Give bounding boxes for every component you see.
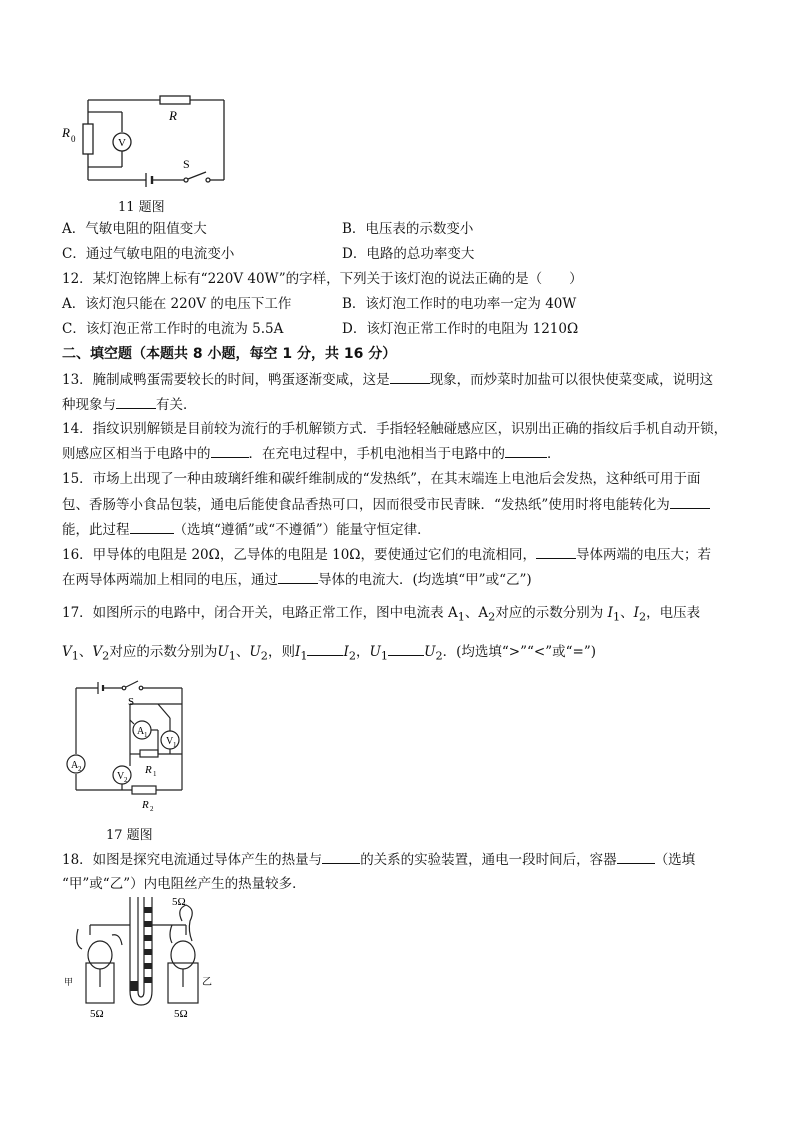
q12-option-d: D．该灯泡正常工作时的电阻为 1210Ω	[342, 321, 579, 337]
fig17-ammeter2-sub: 2	[78, 765, 82, 773]
q15-text-3: （选填“遵循”或“不遵循”）能量守恒定律．	[173, 522, 431, 538]
q17-v1: V	[62, 644, 72, 660]
q17-line-2	[62, 642, 596, 666]
resistor-r0-label: R	[62, 125, 70, 140]
q18-blank-1	[322, 850, 360, 864]
q15-blank-2	[130, 520, 174, 534]
q17-comma-1: 、	[620, 605, 634, 621]
q14-line-1: 14．指纹识别解锁是目前较为流行的手机解锁方式．手指轻轻触碰感应区，识别出正确的指纹后手机自动开锁，	[62, 421, 728, 437]
q13-line-1	[62, 370, 713, 389]
fig18-top-resistor-label: 5Ω	[172, 896, 186, 908]
q17-text-4: ，电压表	[646, 605, 701, 621]
q13-blank-2	[116, 395, 156, 409]
q17-text-7: ．(均选填“>”“<”或“=”)	[442, 644, 597, 660]
resistor-r0-sub: 0	[71, 134, 76, 144]
fig17-voltmeter1-sub: 1	[173, 741, 177, 749]
q17-sub-u1: 1	[228, 649, 236, 663]
q17-text-5: 对应的示数分别为	[109, 644, 218, 660]
q17-blank-1	[307, 642, 343, 656]
q12-option-b: B．该灯泡工作时的电功率一定为 40W	[342, 296, 577, 312]
q17-i2: I	[633, 605, 639, 621]
q17-comma-4: ，	[356, 644, 370, 660]
q17-sub-a2: 2	[488, 610, 496, 624]
heat-experiment-diagram-18	[60, 895, 220, 1020]
q14-text-3: ．	[547, 446, 561, 462]
fig17-voltmeter2-sub: 2	[124, 776, 128, 784]
q17-text-1: 17．如图所示的电路中，闭合开关，电路正常工作，图中电流表 A	[62, 605, 458, 621]
q17-text-6: ，则	[267, 644, 295, 660]
q14-blank-2	[505, 444, 547, 458]
fig17-ammeter1-sub: 1	[144, 731, 148, 739]
fig17-r1-label: R	[145, 764, 152, 776]
q18-text-3: （选填	[654, 852, 696, 868]
fig17-r2-sub: 2	[150, 805, 154, 813]
fig18-left-resistor-label: 5Ω	[90, 1008, 104, 1020]
q17-u1: U	[217, 644, 229, 660]
q13-text-4: 有关．	[156, 397, 197, 413]
fig17-voltmeter1-label: V	[166, 736, 174, 747]
q11-option-b: B．电压表的示数变小	[342, 221, 474, 237]
q13-text-3: 种现象与	[62, 397, 116, 413]
q15-line-2	[62, 495, 710, 514]
q13-text-1: 13．腌制咸鸭蛋需要较长的时间，鸭蛋逐渐变咸，这是	[62, 372, 390, 388]
q15-text-1: 包、香肠等小食品包装，通电后能使食品香热可口，因而很受市民青睐．“发热纸”使用时将电能转化为	[62, 497, 670, 513]
q13-blank-1	[390, 370, 430, 384]
q17-text-2: 、A	[464, 605, 489, 621]
q18-blank-2	[617, 850, 655, 864]
q16-blank-2	[278, 570, 318, 584]
q14-text-2: ．在充电过程中，手机电池相当于电路中的	[248, 446, 505, 462]
q17-sub-i4: 2	[348, 649, 356, 663]
q16-text-2: 导体两端的电压大；若	[576, 547, 712, 563]
q17-text-3: 对应的示数分别为	[495, 605, 604, 621]
q11-option-c: C．通过气敏电阻的电流变小	[62, 246, 235, 262]
fig17-r1-sub: 1	[153, 770, 157, 778]
q17-u4: U	[424, 644, 436, 660]
q16-line-1	[62, 545, 711, 564]
section-2-title: 二、填空题（本题共 8 小题，每空 1 分，共 16 分）	[62, 346, 397, 362]
q15-line-1: 15．市场上出现了一种由玻璃纤维和碳纤维制成的“发热纸”，在其末端连上电池后会发热，这种纸可用于面	[62, 471, 701, 487]
q11-option-d: D．电路的总功率变大	[342, 246, 475, 262]
fig18-right-name: 乙	[202, 977, 212, 988]
fig17-voltmeter2-label: V	[117, 771, 125, 782]
q15-text-2: 能，此过程	[62, 522, 130, 538]
q17-u2: U	[249, 644, 261, 660]
q16-blank-1	[536, 545, 576, 559]
q15-line-3	[62, 520, 431, 539]
q17-v2: V	[92, 644, 103, 660]
q17-sub-v2: 2	[102, 649, 110, 663]
q17-i4: I	[343, 644, 349, 660]
q14-line-2	[62, 444, 561, 463]
q18-text-2: 的关系的实验装置，通电一段时间后，容器	[360, 852, 617, 868]
q12-stem: 12．某灯泡铭牌上标有“220V 40W”的字样，下列关于该灯泡的说法正确的是（ ）	[62, 271, 583, 287]
fig17-switch-label: S	[128, 696, 135, 708]
q17-sub-u2: 2	[260, 649, 268, 663]
q17-comma-2: 、	[78, 644, 93, 660]
q17-sub-u3: 1	[380, 649, 389, 663]
q18-line-2: “甲”或“乙”）内电阻丝产生的热量较多．	[62, 876, 306, 892]
q18-text-1: 18．如图是探究电流通过导体产生的热量与	[62, 852, 323, 868]
q15-blank-1	[670, 495, 710, 509]
q17-sub-i3: 1	[300, 649, 308, 663]
fig17-r2-label: R	[142, 799, 149, 811]
q17-i3: I	[294, 644, 301, 660]
q11-option-a: A．气敏电阻的阻值变大	[62, 221, 207, 237]
q16-text-1: 16．甲导体的电阻是 20Ω，乙导体的电阻是 10Ω，要使通过它们的电流相同，	[62, 547, 537, 563]
fig17-ammeter2-label: A	[71, 760, 79, 771]
resistor-r-label: R	[169, 108, 177, 123]
circuit-diagram-11	[60, 92, 240, 190]
q16-text-4: 导体的电流大．(均选填“甲”或“乙”)	[318, 572, 532, 588]
q17-sub-v1: 1	[71, 649, 79, 663]
q17-sub-a1: 1	[457, 610, 465, 624]
q17-sub-i1: 1	[612, 610, 621, 624]
q17-sub-u4: 2	[435, 649, 443, 663]
q16-line-2	[62, 570, 532, 589]
q14-blank-1	[211, 444, 249, 458]
q13-line-2	[62, 395, 197, 414]
q17-line-1	[62, 604, 700, 627]
voltmeter-label: V	[118, 137, 126, 149]
q17-comma-3: 、	[235, 644, 250, 660]
q17-blank-2	[388, 642, 424, 656]
fig17-ammeter1-label: A	[137, 726, 145, 737]
circuit-diagram-17	[62, 680, 192, 820]
q17-i1: I	[607, 605, 613, 621]
fig18-right-resistor-label: 5Ω	[174, 1008, 188, 1020]
figure-11-caption: 11 题图	[118, 200, 165, 215]
q12-option-c: C．该灯泡正常工作时的电流为 5.5A	[62, 321, 284, 337]
q16-text-3: 在两导体两端加上相同的电压，通过	[62, 572, 278, 588]
switch-label: S	[183, 157, 190, 171]
figure-17-caption: 17 题图	[106, 828, 153, 843]
q12-option-a: A．该灯泡只能在 220V 的电压下工作	[62, 296, 292, 312]
fig18-left-name: 甲	[64, 977, 74, 987]
q14-text-1: 则感应区相当于电路中的	[62, 446, 211, 462]
q18-line-1	[62, 850, 695, 869]
q17-u3: U	[369, 644, 381, 660]
q17-sub-i2: 2	[638, 610, 647, 624]
q13-text-2: 现象，而炒菜时加盐可以很快使菜变咸，说明这	[429, 372, 714, 388]
